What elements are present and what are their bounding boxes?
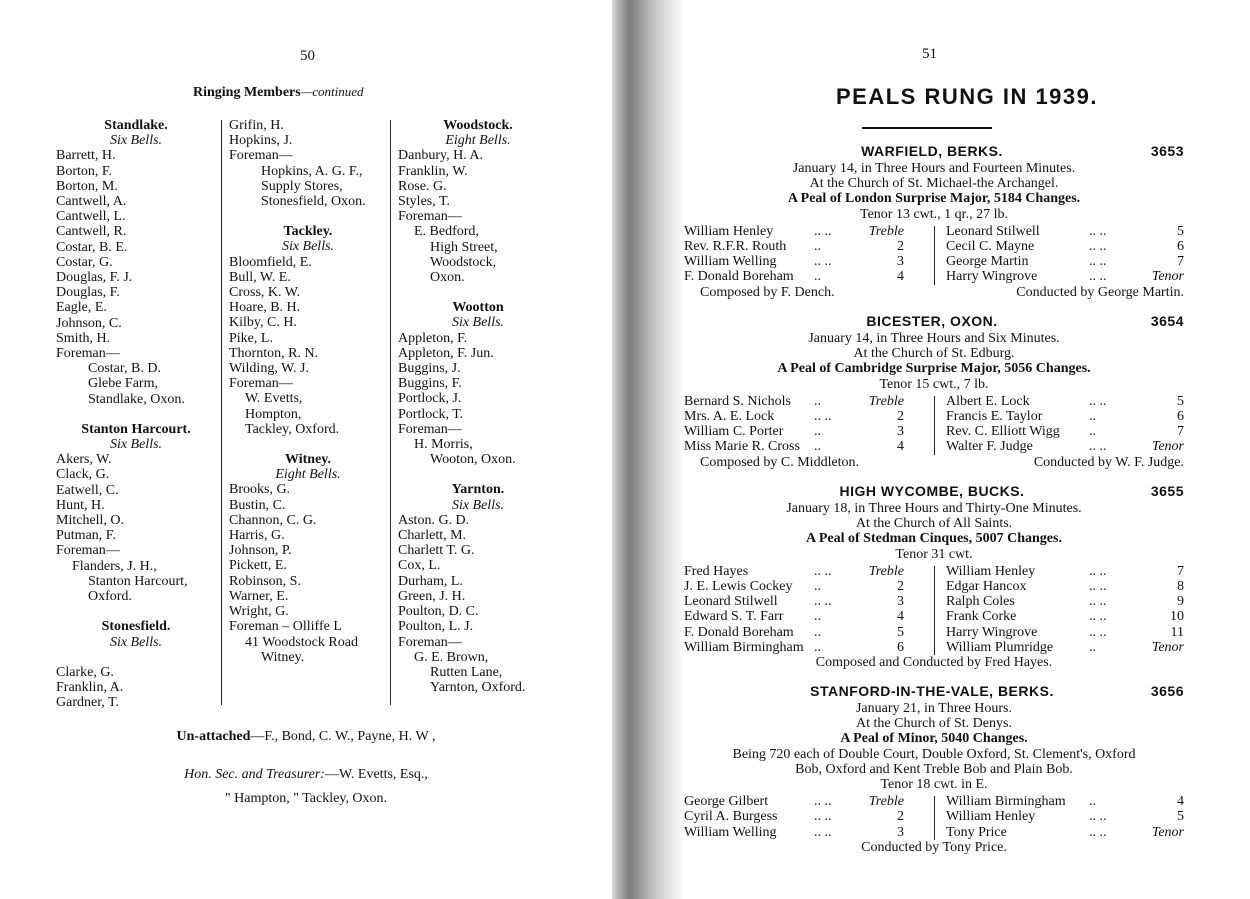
leader-dots: .. .. <box>1089 579 1107 594</box>
peal-record <box>684 314 1184 470</box>
ringers-table <box>684 394 1184 455</box>
leader-dots: .. <box>814 393 821 409</box>
group-heading: Woodstock. <box>443 118 513 133</box>
section-heading <box>193 84 364 101</box>
members-column-2 <box>229 118 387 665</box>
member-name: Cox, L. <box>398 558 441 574</box>
bell-position: 4 <box>897 609 904 625</box>
leader-dots: .. <box>814 239 821 254</box>
member-name: Costar, B. E. <box>56 239 128 255</box>
member-name: Charlett, M. <box>398 528 467 544</box>
group-heading: Witney. <box>284 452 332 468</box>
ringer-name: William Plumridge <box>946 639 1054 655</box>
foreman-detail: W. Evetts, <box>245 391 303 407</box>
bell-position: 3 <box>897 824 904 840</box>
ringer-name: Rev. R.F.R. Routh <box>684 239 787 254</box>
peal-number: 3654 <box>1150 313 1184 329</box>
leader-dots: .. <box>814 609 821 625</box>
foreman-detail: Hompton, <box>245 406 302 422</box>
right-page <box>684 0 1250 899</box>
member-name: Barrett, H. <box>56 148 116 164</box>
ringers-divider <box>934 796 935 840</box>
composed-by: Composed and Conducted by Fred Hayes. <box>815 654 1053 670</box>
hon-sec-line <box>0 767 612 783</box>
spacer <box>398 467 558 482</box>
ringer-name: William Henley <box>946 809 1036 825</box>
member-name: Robinson, S. <box>229 573 301 589</box>
bell-position: 7 <box>1177 563 1184 579</box>
member-name: Foreman— <box>229 148 293 164</box>
ringer-name: Rev. C. Elliott Wigg <box>946 424 1060 440</box>
bell-position: Treble <box>868 223 904 239</box>
conducted-by: Conducted by George Martin. <box>1016 284 1184 300</box>
foreman-detail: Oxon. <box>430 270 465 286</box>
member-name: Poulton, L. J. <box>398 619 474 635</box>
member-name: Foreman— <box>56 346 120 362</box>
ringers-divider <box>934 396 935 455</box>
leader-dots: .. .. <box>1089 269 1107 285</box>
hon-sec-name: —W. Evetts, Esq., <box>324 767 428 782</box>
spacer <box>56 604 216 619</box>
spacer <box>56 407 216 422</box>
member-name: Foreman— <box>398 209 462 225</box>
member-name: Grifin, H. <box>229 118 284 133</box>
peal-tenor: Tenor 31 cwt. <box>895 546 973 562</box>
composer-line <box>684 455 1184 470</box>
group-heading: Yarnton. <box>451 482 505 498</box>
member-name: Appleton, F. Jun. <box>398 345 494 361</box>
ringer-name: Miss Marie R. Cross <box>684 439 800 455</box>
bell-position: Tenor <box>1151 824 1184 840</box>
member-name: Wright, G. <box>229 604 289 620</box>
group-bells: Six Bells. <box>451 315 505 331</box>
leader-dots: .. .. <box>1089 254 1107 270</box>
member-name: Costar, G. <box>56 254 113 270</box>
peal-record <box>684 144 1184 300</box>
composer-line <box>684 840 1184 855</box>
composer-line <box>684 655 1184 670</box>
foreman-detail: Hopkins, A. G. F., <box>261 163 363 179</box>
foreman-detail: Witney. <box>261 649 305 665</box>
member-name: Johnson, P. <box>229 543 292 559</box>
peal-record <box>684 484 1184 670</box>
bell-position: 3 <box>897 254 904 270</box>
member-name: Durham, L. <box>398 573 463 589</box>
ringer-name: Fred Hayes <box>684 563 749 579</box>
bell-position: Tenor <box>1151 269 1184 285</box>
conducted-by: Conducted by W. F. Judge. <box>1033 454 1184 470</box>
ringer-name: George Gilbert <box>684 794 769 810</box>
composed-by: Composed by C. Middleton. <box>700 454 860 470</box>
leader-dots: .. .. <box>814 809 832 825</box>
ringer-name: Francis E. Taylor <box>946 409 1043 424</box>
member-name: Gardner, T. <box>56 695 120 711</box>
section-heading-text: Ringing Members <box>193 85 301 100</box>
book-gutter-shadow <box>612 0 684 899</box>
ringer-name: William Welling <box>684 254 777 270</box>
ringer-name: F. Donald Boreham <box>684 624 794 640</box>
composed-by: Composed by F. Dench. <box>700 284 835 300</box>
ringer-name: J. E. Lewis Cockey <box>684 579 793 594</box>
foreman-detail: Tackley, Oxford. <box>245 421 340 437</box>
page-number-left: 50 <box>300 48 315 64</box>
leader-dots: .. .. <box>1089 393 1107 409</box>
bell-position: Treble <box>868 393 904 409</box>
spacer <box>398 285 558 300</box>
member-name: Portlock, T. <box>398 406 464 422</box>
member-name: Foreman – Olliffe L <box>229 619 342 635</box>
ringer-name: Bernard S. Nichols <box>684 393 791 409</box>
peal-method: A Peal of Stedman Cinques, 5007 Changes. <box>806 531 1062 547</box>
members-column-3 <box>398 118 558 695</box>
member-name: Clarke, G. <box>56 664 114 680</box>
ringer-name: Ralph Coles <box>946 594 1015 610</box>
member-name: Pike, L. <box>229 330 273 346</box>
member-name: Danbury, H. A. <box>398 148 484 164</box>
spacer <box>229 437 387 452</box>
ringer-name: George Martin <box>946 254 1029 270</box>
ringer-name: Frank Corke <box>946 609 1017 625</box>
peal-date: January 14, in Three Hours and Fourteen Minutes. <box>792 161 1076 176</box>
group-heading: Wootton <box>452 300 504 316</box>
unattached-label: Un-attached <box>176 729 251 744</box>
group-heading: Standlake. <box>104 118 168 133</box>
member-name: Foreman— <box>229 376 293 392</box>
leader-dots: .. .. <box>814 594 832 610</box>
bell-position: 4 <box>1177 794 1184 810</box>
foreman-detail: Oxford. <box>88 589 132 605</box>
leader-dots: .. .. <box>1089 223 1107 239</box>
hon-sec-address: " Hampton, " Tackley, Oxon. <box>224 791 388 806</box>
member-name: Eatwell, C. <box>56 482 119 498</box>
leader-dots: .. .. <box>814 254 832 270</box>
leader-dots: .. <box>1089 794 1096 810</box>
peal-place: HIGH WYCOMBE, BUCKS. <box>839 483 1025 499</box>
member-name: Wilding, W. J. <box>229 361 309 377</box>
bell-position: 6 <box>897 639 904 655</box>
ringer-name: William Henley <box>684 223 774 239</box>
bell-position: Tenor <box>1151 639 1184 655</box>
peals-title: PEALS RUNG IN 1939. <box>835 84 1098 109</box>
ringer-name: William Birmingham <box>946 794 1066 810</box>
ringer-name: Harry Wingrove <box>946 269 1038 285</box>
peal-church: At the Church of St. Michael-the Archangel. <box>809 176 1059 192</box>
ringer-name: Cecil C. Mayne <box>946 239 1035 254</box>
page-number-right: 51 <box>922 46 937 62</box>
member-name: Appleton, F. <box>398 330 468 346</box>
peal-method: A Peal of Cambridge Surprise Major, 5056 Changes. <box>777 361 1091 377</box>
leader-dots: .. .. <box>814 794 832 810</box>
left-page <box>0 0 612 899</box>
bell-position: 5 <box>1177 393 1184 409</box>
unattached-line <box>0 729 612 745</box>
foreman-detail: Glebe Farm, <box>88 376 158 392</box>
leader-dots: .. .. <box>1089 439 1107 455</box>
peal-details: Being 720 each of Double Court, Double Oxford, St. Clement's, Oxford <box>732 746 1136 762</box>
bell-position: 3 <box>897 424 904 440</box>
member-name: Foreman— <box>56 543 120 559</box>
ringer-name: William Birmingham <box>684 639 804 655</box>
member-name: Bull, W. E. <box>229 269 291 285</box>
ringers-table <box>684 794 1184 840</box>
peal-church: At the Church of All Saints. <box>855 516 1013 532</box>
group-bells: Six Bells. <box>281 239 335 255</box>
group-bells: Eight Bells. <box>445 133 511 149</box>
peal-church: At the Church of St. Edburg. <box>853 346 1015 362</box>
member-name: Hoare, B. H. <box>229 300 301 316</box>
leader-dots: .. <box>1089 409 1096 424</box>
member-name: Clack, G. <box>56 467 110 483</box>
foreman-detail: Woodstock, <box>430 254 497 270</box>
member-name: Franklin, A. <box>56 679 124 695</box>
peal-date: January 14, in Three Hours and Six Minutes. <box>808 331 1060 346</box>
ringer-name: William Welling <box>684 824 777 840</box>
member-name: Buggins, J. <box>398 361 461 377</box>
member-name: Rose. G. <box>398 178 447 194</box>
bell-position: 2 <box>897 239 904 254</box>
spacer <box>56 650 216 665</box>
peal-date: January 18, in Three Hours and Thirty-One Minutes. <box>786 501 1082 516</box>
group-bells: Six Bells. <box>109 437 163 453</box>
peal-method: A Peal of London Surprise Major, 5184 Changes. <box>787 191 1081 207</box>
ringer-name: Leonard Stilwell <box>946 223 1040 239</box>
leader-dots: .. .. <box>814 223 832 239</box>
member-name: Channon, C. G. <box>229 512 317 528</box>
leader-dots: .. .. <box>1089 609 1107 625</box>
member-name: Smith, H. <box>56 330 111 346</box>
peal-header <box>684 684 1184 701</box>
bell-position: 5 <box>1177 809 1184 825</box>
foreman-detail: E. Bedford, <box>414 224 479 240</box>
member-name: Harris, G. <box>229 528 285 544</box>
leader-dots: .. .. <box>1089 824 1107 840</box>
member-name: Poulton, D. C. <box>398 604 479 620</box>
column-divider <box>390 120 391 705</box>
bell-position: 8 <box>1177 579 1184 594</box>
foreman-detail: Rutten Lane, <box>430 664 503 680</box>
member-name: Borton, M. <box>56 178 118 194</box>
bell-position: Treble <box>868 563 904 579</box>
foreman-detail: Flanders, J. H., <box>72 558 157 574</box>
foreman-detail: G. E. Brown, <box>414 649 489 665</box>
leader-dots: .. .. <box>1089 624 1107 640</box>
bell-position: 11 <box>1170 624 1184 640</box>
leader-dots: .. .. <box>814 409 832 424</box>
member-name: Brooks, G. <box>229 482 291 498</box>
member-name: Aston. G. D. <box>398 512 470 528</box>
leader-dots: .. <box>814 439 821 455</box>
bell-position: 5 <box>897 624 904 640</box>
member-name: Johnson, C. <box>56 315 122 331</box>
foreman-detail: 41 Woodstock Road <box>245 634 358 650</box>
ringer-name: Albert E. Lock <box>946 393 1030 409</box>
leader-dots: .. .. <box>814 824 832 840</box>
member-name: Akers, W. <box>56 452 112 468</box>
bell-position: 2 <box>897 579 904 594</box>
ringer-name: Walter F. Judge <box>946 439 1033 455</box>
peal-number: 3653 <box>1150 143 1184 159</box>
ringer-name: William Henley <box>946 563 1036 579</box>
member-name: Cantwell, R. <box>56 224 127 240</box>
ringer-name: Edward S. T. Farr <box>684 609 784 625</box>
foreman-detail: Costar, B. D. <box>88 361 161 377</box>
ringer-name: Leonard Stilwell <box>684 594 778 610</box>
foreman-detail: Wooton, Oxon. <box>430 452 516 468</box>
group-bells: Six Bells. <box>451 497 505 513</box>
leader-dots: .. .. <box>1089 809 1107 825</box>
member-name: Eagle, E. <box>56 300 107 316</box>
ringer-name: Harry Wingrove <box>946 624 1038 640</box>
bell-position: 10 <box>1170 609 1184 625</box>
leader-dots: .. .. <box>1089 239 1107 254</box>
leader-dots: .. <box>814 579 821 594</box>
ringer-name: Edgar Hancox <box>946 579 1027 594</box>
peal-place: BICESTER, OXON. <box>866 313 998 329</box>
group-bells: Eight Bells. <box>275 467 341 483</box>
ringers-divider <box>934 226 935 285</box>
member-name: Charlett T. G. <box>398 543 475 559</box>
member-name: Hunt, H. <box>56 497 105 513</box>
member-name: Warner, E. <box>229 588 289 604</box>
member-name: Green, J. H. <box>398 588 466 604</box>
peal-details: Bob, Oxford and Kent Treble Bob and Plain Bob. <box>795 761 1073 777</box>
peal-place: WARFIELD, BERKS. <box>861 143 1003 159</box>
bell-position: 3 <box>897 594 904 610</box>
member-name: Foreman— <box>398 421 462 437</box>
member-name: Kilby, C. H. <box>229 315 297 331</box>
member-name: Hopkins, J. <box>229 133 293 149</box>
member-name: Franklin, W. <box>398 163 468 179</box>
member-name: Borton, F. <box>56 163 113 179</box>
member-name: Bloomfield, E. <box>229 254 312 270</box>
leader-dots: .. .. <box>814 563 832 579</box>
foreman-detail: Standlake, Oxon. <box>88 391 185 407</box>
leader-dots: .. .. <box>1089 563 1107 579</box>
group-bells: Six Bells. <box>109 133 163 149</box>
leader-dots: .. <box>814 639 821 655</box>
bell-position: Tenor <box>1151 439 1184 455</box>
member-name: Cantwell, A. <box>56 194 127 210</box>
leader-dots: .. <box>1089 639 1096 655</box>
peal-date: January 21, in Three Hours. <box>855 701 1013 716</box>
leader-dots: .. .. <box>1089 594 1107 610</box>
member-name: Putman, F. <box>56 528 116 544</box>
member-name: Foreman— <box>398 634 462 650</box>
composer-line <box>684 285 1184 300</box>
bell-position: 5 <box>1177 223 1184 239</box>
spacer <box>229 209 387 224</box>
ringer-name: F. Donald Boreham <box>684 269 794 285</box>
foreman-detail: Yarnton, Oxford. <box>430 680 526 696</box>
ringers-table <box>684 564 1184 655</box>
group-heading: Tackley. <box>283 224 333 240</box>
leader-dots: .. <box>814 624 821 640</box>
group-bells: Six Bells. <box>109 634 163 650</box>
peal-header <box>684 144 1184 161</box>
ringer-name: Tony Price <box>946 824 1007 840</box>
column-divider <box>221 120 222 705</box>
peal-tenor: Tenor 13 cwt., 1 qr., 27 lb. <box>860 206 1008 222</box>
member-name: Styles, T. <box>398 194 450 210</box>
bell-position: 4 <box>897 269 904 285</box>
ringers-divider <box>934 566 935 655</box>
bell-position: 6 <box>1177 239 1184 254</box>
member-name: Cantwell, L. <box>56 209 126 225</box>
peal-number: 3656 <box>1150 683 1184 699</box>
peal-tenor: Tenor 18 cwt. in E. <box>880 777 988 793</box>
foreman-detail: Stonesfield, Oxon. <box>261 194 366 210</box>
bell-position: 7 <box>1177 424 1184 440</box>
group-heading: Stanton Harcourt. <box>81 421 191 437</box>
member-name: Thornton, R. N. <box>229 345 319 361</box>
peal-tenor: Tenor 15 cwt., 7 lb. <box>879 376 989 392</box>
bell-position: 4 <box>897 439 904 455</box>
foreman-detail: Stanton Harcourt, <box>88 573 188 589</box>
foreman-detail: Supply Stores, <box>261 178 343 194</box>
member-name: Portlock, J. <box>398 391 462 407</box>
ringers-table <box>684 224 1184 285</box>
ringer-name: Cyril A. Burgess <box>684 809 778 825</box>
ringer-name: William C. Porter <box>684 424 784 440</box>
bell-position: 9 <box>1177 594 1184 610</box>
member-name: Douglas, F. <box>56 285 120 301</box>
title-rule <box>862 127 992 129</box>
leader-dots: .. <box>814 424 821 440</box>
peal-place: STANFORD-IN-THE-VALE, BERKS. <box>810 683 1054 699</box>
member-name: Pickett, E. <box>229 558 287 574</box>
ringer-name: Mrs. A. E. Lock <box>684 409 775 424</box>
group-heading: Stonesfield. <box>101 619 171 635</box>
members-column-1 <box>56 118 216 710</box>
bell-position: Treble <box>868 794 904 810</box>
hon-sec-label: Hon. Sec. and Treasurer: <box>184 767 325 782</box>
member-name: Cross, K. W. <box>229 285 301 301</box>
foreman-detail: High Street, <box>430 239 498 255</box>
peal-number: 3655 <box>1150 483 1184 499</box>
peal-church: At the Church of St. Denys. <box>856 716 1012 732</box>
leader-dots: .. <box>814 269 821 285</box>
unattached-text: —F., Bond, C. W., Payne, H. W , <box>250 729 436 744</box>
bell-position: 2 <box>897 809 904 825</box>
peal-header <box>684 314 1184 331</box>
member-name: Buggins, F. <box>398 376 462 392</box>
bell-position: 6 <box>1177 409 1184 424</box>
bell-position: 2 <box>897 409 904 424</box>
member-name: Bustin, C. <box>229 497 286 513</box>
foreman-detail: H. Morris, <box>414 437 473 453</box>
leader-dots: .. <box>1089 424 1096 440</box>
peal-record <box>684 684 1184 855</box>
member-name: Douglas, F. J. <box>56 270 133 286</box>
peal-method: A Peal of Minor, 5040 Changes. <box>840 731 1028 747</box>
member-name: Mitchell, O. <box>56 513 125 529</box>
bell-position: 7 <box>1177 254 1184 270</box>
peal-header <box>684 484 1184 501</box>
composed-by: Conducted by Tony Price. <box>861 839 1007 855</box>
section-heading-suffix: —continued <box>300 84 364 99</box>
